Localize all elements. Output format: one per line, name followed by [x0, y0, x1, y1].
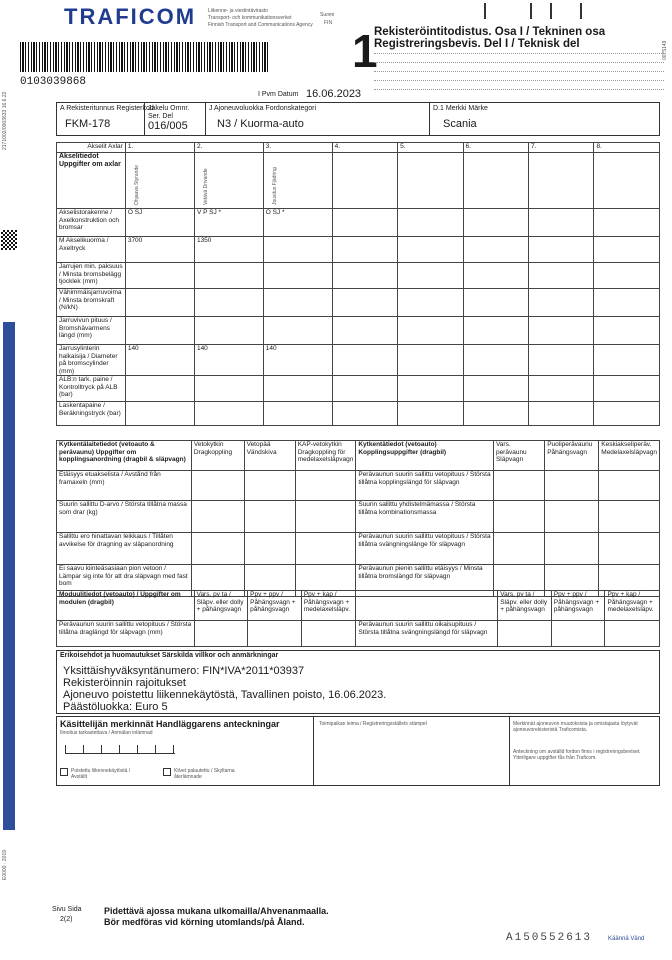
axle-col-8: 8. — [594, 143, 660, 153]
row-label: Vähimmäisjarruvoima / Minsta bromskraft (N/kN) — [57, 289, 126, 317]
special-line-2: Rekisteröinnin rajoitukset — [63, 677, 186, 689]
module-col-6: Ppv + kap / Påhängsvagn + medelaxelsläpv. — [605, 591, 660, 621]
special-title: Erikoisehdot ja huomautukset Särskilda villkor och anmärkningar — [60, 652, 279, 659]
category-label: J Ajoneuvoluokka Fordonskategori — [209, 105, 317, 112]
agency-line-3: Finnish Transport and Communications Agency — [208, 22, 313, 28]
agency-line-1: Liikenne- ja viestintävirasto — [208, 8, 269, 14]
stamp-label: Toimipaikan leima / Registreringsställets stämpel — [319, 721, 427, 727]
coupling-title: Kytkentälaitetiedot (vetoauto & perävaunu) Uppgifter om kopplingsanordning (dragbil & släpvagn) — [57, 441, 192, 471]
coupling-row-right: Perävaunun suurin sallittu vetopituus / Största tillåtna kopplingslängd för släpvagn — [356, 471, 494, 501]
axle-subcols-7 — [528, 153, 593, 209]
category-value: N3 / Kuorma-auto — [217, 118, 304, 130]
document-number: 0103039868 — [20, 76, 87, 88]
coupling-col-4: Vars. perävaunu Släpvagn — [493, 441, 544, 471]
turn-label: Käännä Vänd — [608, 936, 645, 942]
axle-col-1: 1. — [125, 143, 194, 153]
registration-row — [56, 102, 660, 136]
coupling-title-right: Kytkentätiedot (vetoauto) Kopplingsuppgifter (dragbil) — [356, 441, 494, 471]
date-value: 16.06.2023 — [306, 88, 362, 100]
axles-table — [56, 142, 660, 426]
axle-col-2: 2. — [194, 143, 263, 153]
handler-right-text-2: Anteckning om avställd fordon finns i registreringsbeviset. Ytterligare uppgifter fås från Traficom. — [513, 749, 641, 761]
coupling-row: Ei saavu kiinteäsasiaan pion vetoon / Lämpar sig inte för att dra släpvagn med fast bom — [57, 565, 192, 597]
cell: 140 — [125, 345, 194, 376]
subcol-label: Jousitus Fjädring — [271, 167, 278, 205]
axle-col-4: 4. — [332, 143, 397, 153]
barcode — [20, 42, 270, 72]
handler-entry-boxes — [65, 741, 175, 754]
qr-code — [1, 230, 17, 250]
row-label: M Akselikuorma / Axeltryck — [57, 237, 126, 263]
subcol-label: Vetävä Drivande — [202, 168, 209, 205]
checkbox-avstallt-label: Poistettu liikennekäytöstä / Avställt — [71, 768, 131, 780]
security-strip — [3, 322, 15, 830]
make-value: Scania — [443, 118, 477, 130]
module-title: Moduulitiedot (vetoauto) / Uppgifter om modulen (dragbil) — [57, 591, 195, 621]
axle-subcols-3 — [263, 153, 332, 209]
row-label: Jarrujen min. paksuus / Minsta bromsbelägg tjocklek (mm) — [57, 263, 126, 289]
coupling-row: Etäisyys etuakselista / Avstånd från framaxeln (mm) — [57, 471, 192, 501]
coupling-row-right: Suurin sallittu yhdistelmämassa / Största tillåtna kombinationsmassa — [356, 501, 494, 533]
handler-title: Käsittelijän merkinnät Handläggarens anteckningar — [60, 719, 280, 729]
axle-col-3: 3. — [263, 143, 332, 153]
special-line-1: Yksittäishyväksyntänumero: FIN*IVA*2011*03937 — [63, 665, 305, 677]
page-label: Sivu Sida — [52, 906, 82, 913]
cell: 140 — [263, 345, 332, 376]
axle-col-5: 5. — [398, 143, 463, 153]
handler-right-text-1: Merkinnät ajoneuvon muutoksista ja omistajasta löytyvät ajoneuvorekisteristä Traficomista. — [513, 721, 638, 733]
coupling-col-3: KAP-vetokytkin Dragkoppling för medelaxelsläpvagn — [295, 441, 356, 471]
subcol-label: Ohjaava Styrande — [133, 164, 140, 205]
axles-header-label: Akselit Axlar — [57, 143, 126, 153]
cell: V P SJ * — [194, 209, 263, 237]
axle-subcols-1 — [125, 153, 194, 209]
coupling-table — [56, 440, 660, 597]
title-line-1: Rekisteröintitodistus. Osa I / Tekninen osa — [374, 26, 606, 38]
fine-print-block — [374, 51, 664, 101]
coupling-row: Sallittu ero hinattavan leikkaus / Tillåten avvikelse för dragning av släpanordning — [57, 533, 192, 565]
reg-label: A Rekisteritunnus Registerkod — [60, 105, 154, 112]
axles-section-title: Akselitiedot Uppgifter om axlar — [57, 153, 126, 209]
coupling-row-right: Perävaunun suurin sallittu vetopituus / Största tillåtna svängningslänge för släpvagn — [356, 533, 494, 565]
handler-sub: Ilmoitus tarkastettava / Anmälan inlämnad — [60, 730, 153, 736]
coupling-col-2: Vetopää Vändskiva — [244, 441, 295, 471]
jakelu-label: Jakelu Omnr. Ser. Del — [148, 105, 190, 120]
title-line-2: Registreringsbevis. Del I / Teknisk del — [374, 38, 580, 50]
date-label: I Pvm Datum — [258, 91, 299, 98]
coupling-row-right: Perävaunun pienin sallittu etäisyys / Minsta tillåtna bromslängd för släpvagn — [356, 565, 494, 597]
footer-line-2: Bör medföras vid körning utomlands/på Åland. — [104, 917, 305, 927]
axle-subcols-2 — [194, 153, 263, 209]
module-row: Perävaunun suurin sallittu vetopituus / Största tillåtna draglängd för släpvagn (mm) — [57, 621, 195, 647]
document-title — [374, 26, 664, 50]
country-name: Suomi — [320, 12, 335, 18]
row-label: Jarrusylinterin halkaisija / Diameter på bromscylinder (mm) — [57, 345, 126, 376]
header-ticks — [470, 3, 600, 21]
axle-col-6: 6. — [463, 143, 528, 153]
axle-subcols-6 — [463, 153, 528, 209]
checkbox-avstallt[interactable] — [60, 768, 68, 776]
cell: O SJ * — [263, 209, 332, 237]
reg-value: FKM-178 — [65, 118, 111, 130]
module-col-5: Ppv + ppv / Påhängsvagn + påhängsvagn — [551, 591, 605, 621]
side-code-top: 2171002/0003633 16.6.22 — [2, 91, 8, 150]
module-table — [56, 590, 660, 647]
module-col-2: Ppv + ppv / Påhängsvagn + påhängsvagn — [248, 591, 302, 621]
module-row-right: Perävaunun suurin sallittu oikaisupituus / Största tillåtna svängningslängd för släpvagn — [356, 621, 498, 647]
axle-subcols-5 — [398, 153, 463, 209]
section-number: 1 — [352, 25, 378, 77]
special-line-4: Päästöluokka: Euro 5 — [63, 701, 168, 713]
cell: 3700 — [125, 237, 194, 263]
row-label: ALB:n tark. paine / Kontrolltryck på ALB (bar) — [57, 376, 126, 402]
coupling-col-5: Puoliperävaunu Påhängsvagn — [545, 441, 599, 471]
agency-line-2: Transport- och kommunikationsverket — [208, 15, 292, 21]
page-value: 2(2) — [60, 916, 73, 923]
axle-subcols-8 — [594, 153, 660, 209]
row-label: Akselistorakenne / Axelkonstruktion och bromsar — [57, 209, 126, 237]
special-line-3: Ajoneuvo poistettu liikennekäytöstä, Tavallinen poisto, 16.06.2023. — [63, 689, 387, 701]
row-label: Laskentapaine / Beräkningstryck (bar) — [57, 402, 126, 426]
side-code-bottom: E0000 · 2019 — [2, 849, 8, 880]
special-conditions — [56, 650, 660, 714]
traficom-logo: TRAFICOM — [64, 4, 197, 29]
coupling-col-1: Vetokytkin Dragkoppling — [191, 441, 244, 471]
cell: 140 — [194, 345, 263, 376]
cell — [263, 237, 332, 263]
cell: 1350 — [194, 237, 263, 263]
module-col-4: Vars. pv ta / Släpv. eller dolly + påhängsvagn — [498, 591, 552, 621]
checkbox-skyltar[interactable] — [163, 768, 171, 776]
jakelu-value: 016/005 — [148, 120, 188, 132]
cell: O SJ — [125, 209, 194, 237]
handler-section — [56, 716, 660, 786]
axle-subcols-4 — [332, 153, 397, 209]
make-label: D.1 Merkki Märke — [433, 105, 488, 112]
serial-number: A150552613 — [506, 932, 593, 944]
side-code: 0075149 — [662, 40, 668, 60]
module-col-3: Ppv + kap / Påhängsvagn + medelaxelsläpv. — [301, 591, 355, 621]
coupling-row: Suurin sallittu D-arvo / Största tillåtna massa som drar (kg) — [57, 501, 192, 533]
axle-col-7: 7. — [528, 143, 593, 153]
checkbox-skyltar-label: Kilvet palautettu / Skyltarna återlämnade — [174, 768, 235, 780]
country-code: FIN — [324, 20, 333, 26]
module-col-1: Vars. pv ta / Släpv. eller dolly + påhängsvagn — [194, 591, 248, 621]
row-label: Jarruvivun pituus / Bromshävarmens längd (mm) — [57, 317, 126, 345]
coupling-col-6: Keskiakseliperäv. Medelaxelsläpvagn — [599, 441, 660, 471]
footer-line-1: Pidettävä ajossa mukana ulkomailla/Ahvenanmaalla. — [104, 906, 329, 916]
